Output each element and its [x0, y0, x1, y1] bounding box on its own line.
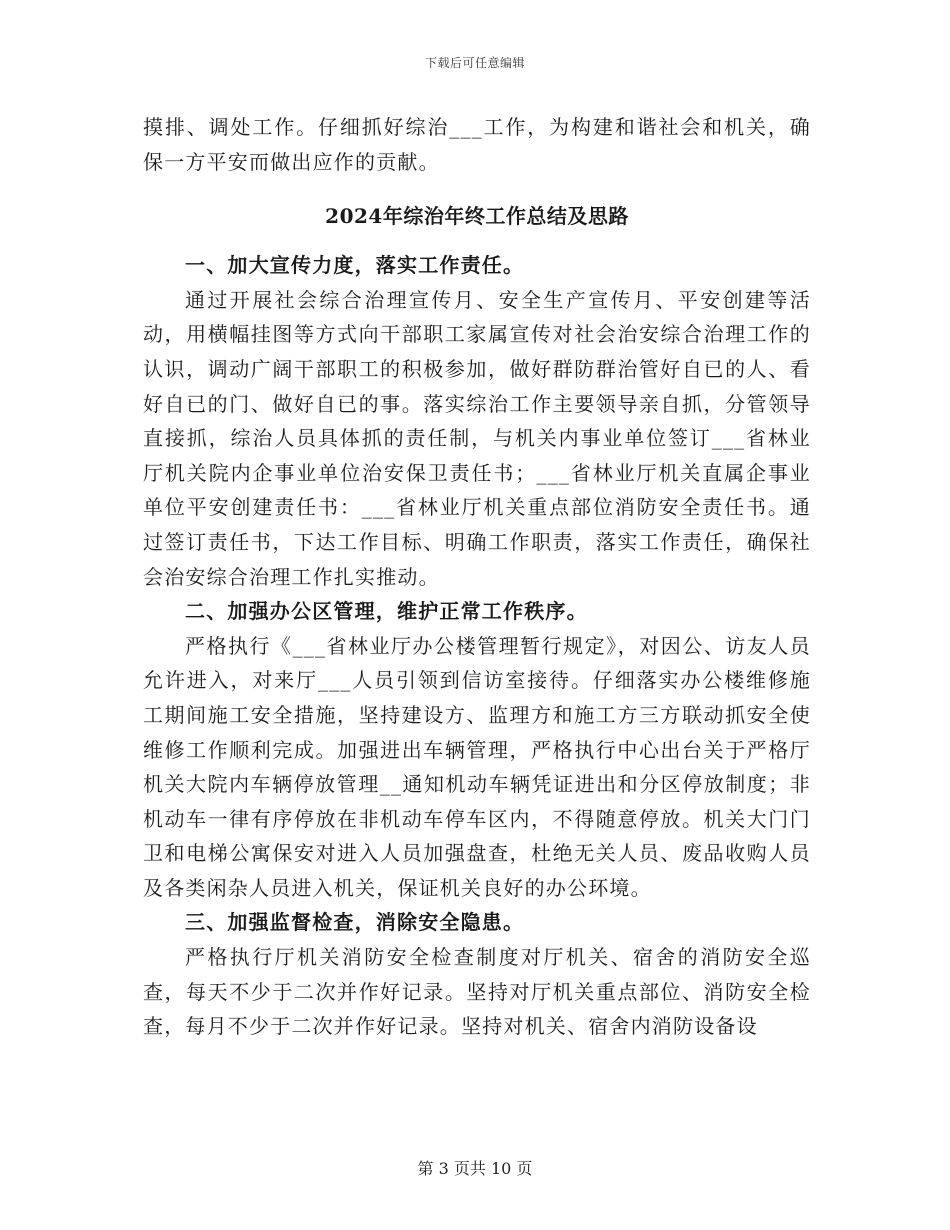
document-body: [143, 110, 811, 1044]
section-paragraph: 通过开展社会综合治理宣传月、安全生产宣传月、平安创建等活动，用横幅挂图等方式向干部职工家属宣传对社会治安综合治理工作的认识，调动广阔干部职工的积极参加，做好群防群治管好自已的人、看好自已的门、做好自已的事。落实综治工作主要领导亲自抓，分管领导直接抓，综治人员具体抓的责任制，与机关内事业单位签订___省林业厅机关院内企事业单位治安保卫责任书；___省林业厅机关直属企事业单位平安创建责任书：___省林业厅机关重点部位消防安全责任书。通过签订责任书，下达工作目标、明确工作职责，落实工作责任，确保社会治安综合治理工作扎实推动。: [143, 287, 811, 589]
document-title: 2024年综治年终工作总结及思路: [325, 204, 629, 229]
section-1: [143, 248, 811, 594]
section-paragraph: 严格执行《___省林业厅办公楼管理暂行规定》，对因公、访友人员允许进入，对来厅___人员引领到信访室接待。仔细落实办公楼维修施工期间施工安全措施，坚持建设方、监理方和施工方三方联动抓安全使维修工作顺利完成。加强进出车辆管理，严格执行中心出台关于严格厅机关大院内车辆停放管理__通知机动车辆凭证进出和分区停放制度；非机动车一律有序停放在非机动车停车区内，不得随意停放。机关大门门卫和电梯公寓保安对进入人员加强盘查，杜绝无关人员、废品收购人员及各类闲杂人员进入机关，保证机关良好的办公环境。: [143, 633, 811, 900]
header-note: 下载后可任意编辑: [424, 56, 525, 70]
page-number: 第 3 页共 10 页: [417, 1159, 533, 1178]
section-heading: 三、加强监督检查，消除安全隐患。: [185, 910, 525, 935]
intro-paragraph: 摸排、调处工作。仔细抓好综治___工作，为构建和谐社会和机关，确保一方平安而做出应作的贡献。: [143, 115, 811, 174]
section-3: [143, 905, 811, 1043]
section-paragraph: 严格执行厅机关消防安全检查制度对厅机关、宿舍的消防安全巡查，每天不少于二次并作好记录。坚持对厅机关重点部位、消防安全检查，每月不少于二次并作好记录。坚持对机关、宿舍内消防设备设: [143, 945, 811, 1039]
section-2: [143, 594, 811, 905]
section-heading: 二、加强办公区管理，维护正常工作秩序。: [185, 599, 588, 624]
section-heading: 一、加大宣传力度，落实工作责任。: [185, 253, 525, 278]
